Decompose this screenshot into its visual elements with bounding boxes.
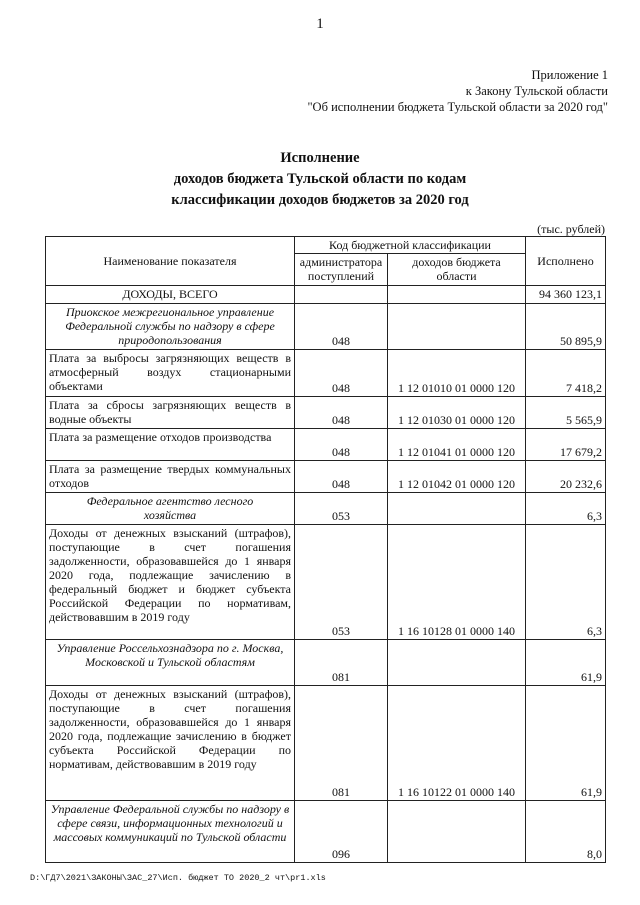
table-row <box>46 350 606 397</box>
row-name: Федеральное агентство лесного хозяйства <box>46 493 295 525</box>
appendix-line-1: Приложение 1 <box>531 68 608 82</box>
row-name: Управление Россельхознадзора по г. Москва, Московской и Тульской областям <box>46 640 295 686</box>
row-code: 1 12 01010 01 0000 120 <box>388 350 526 397</box>
title-line-2: доходов бюджета Тульской области по кодам <box>173 171 467 187</box>
row-name: ДОХОДЫ, ВСЕГО <box>46 286 295 304</box>
row-admin: 096 <box>295 801 388 863</box>
header-name: Наименование показателя <box>46 237 295 286</box>
table-row <box>46 525 606 640</box>
page-number: 1 <box>316 16 324 32</box>
row-name: Приокское межрегиональное управление Федеральной службы по надзору в сфере природопользования <box>46 304 295 350</box>
header-executed: Исполнено <box>526 237 606 286</box>
table-row <box>46 493 606 525</box>
row-admin: 053 <box>295 525 388 640</box>
row-name: Управление Федеральной службы по надзору в сфере связи, информационных технологий и массовых коммуникаций по Тульской области <box>46 801 295 863</box>
table-row <box>46 429 606 461</box>
row-name: Плата за сбросы загрязняющих веществ в водные объекты <box>46 397 295 429</box>
title-line-1: Исполнение <box>280 150 360 166</box>
units-label: (тыс. рублей) <box>537 222 605 236</box>
row-amount: 61,9 <box>526 640 606 686</box>
row-amount: 8,0 <box>526 801 606 863</box>
row-amount: 94 360 123,1 <box>526 286 606 304</box>
row-code <box>388 801 526 863</box>
title-line-3: классификации доходов бюджетов за 2020 год <box>171 192 469 208</box>
header-income-code: доходов бюджета области <box>388 254 526 286</box>
row-amount: 50 895,9 <box>526 304 606 350</box>
row-code <box>388 493 526 525</box>
row-admin: 048 <box>295 429 388 461</box>
row-code: 1 16 10122 01 0000 140 <box>388 686 526 801</box>
row-name: Плата за размещение отходов производства <box>46 429 295 461</box>
document-title <box>0 148 640 211</box>
row-amount: 6,3 <box>526 525 606 640</box>
row-name: Плата за выбросы загрязняющих веществ в атмосферный воздух стационарными объектами <box>46 350 295 397</box>
table-row <box>46 686 606 801</box>
table-row <box>46 461 606 493</box>
row-amount: 20 232,6 <box>526 461 606 493</box>
table-row <box>46 640 606 686</box>
row-code: 1 12 01042 01 0000 120 <box>388 461 526 493</box>
row-admin: 081 <box>295 640 388 686</box>
appendix-line-2: к Закону Тульской области <box>465 84 608 98</box>
row-code <box>388 640 526 686</box>
row-name: Доходы от денежных взысканий (штрафов), поступающие в счет погашения задолженности, образовавшейся до 1 января 2020 года, подлежащие зачислению в федеральный бюджет и бюджет субъекта Российской Федерации по нормативам, действовавшим в 2019 году <box>46 525 295 640</box>
row-code: 1 16 10128 01 0000 140 <box>388 525 526 640</box>
row-name: Плата за размещение твердых коммунальных отходов <box>46 461 295 493</box>
row-admin: 053 <box>295 493 388 525</box>
row-code: 1 12 01041 01 0000 120 <box>388 429 526 461</box>
row-admin: 081 <box>295 686 388 801</box>
table-row <box>46 801 606 863</box>
row-amount: 7 418,2 <box>526 350 606 397</box>
row-admin: 048 <box>295 461 388 493</box>
table-row <box>46 286 606 304</box>
row-amount: 61,9 <box>526 686 606 801</box>
revenue-table <box>45 236 606 863</box>
appendix-header <box>208 67 608 115</box>
row-code: 1 12 01030 01 0000 120 <box>388 397 526 429</box>
row-admin: 048 <box>295 304 388 350</box>
row-amount: 17 679,2 <box>526 429 606 461</box>
row-name: Доходы от денежных взысканий (штрафов), поступающие в счет погашения задолженности, образовавшейся до 1 января 2020 года, подлежащие зачислению в бюджет субъекта Российской Федерации по нормативам, действовавшим в 2019 году <box>46 686 295 801</box>
row-admin <box>295 286 388 304</box>
table-row <box>46 397 606 429</box>
row-code <box>388 304 526 350</box>
row-amount: 5 565,9 <box>526 397 606 429</box>
file-path-footer: D:\ГД7\2021\ЗАКОНЫ\ЗАС_27\Исп. бюджет ТО 2020_2 чт\pr1.xls <box>30 873 326 883</box>
row-admin: 048 <box>295 397 388 429</box>
row-admin: 048 <box>295 350 388 397</box>
appendix-line-3: "Об исполнении бюджета Тульской области за 2020 год" <box>307 100 608 114</box>
row-amount: 6,3 <box>526 493 606 525</box>
table-row <box>46 304 606 350</box>
row-code <box>388 286 526 304</box>
header-code-group: Код бюджетной классификации <box>295 237 526 254</box>
header-admin: администратора поступлений <box>295 254 388 286</box>
